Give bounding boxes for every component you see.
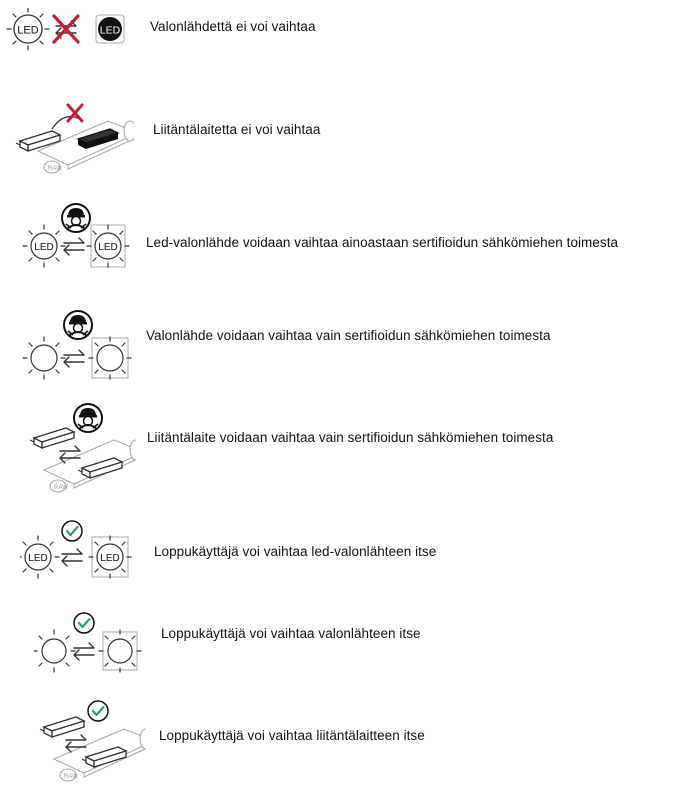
symbol-row-driver-user bbox=[0, 695, 680, 790]
row-label: Liitäntälaite voidaan vaihtaa vain sertifioidun sähkömiehen toimesta bbox=[147, 430, 554, 445]
row-label: Loppukäyttäjä voi vaihtaa valonlähteen itse bbox=[161, 626, 421, 641]
symbol-row-led-electrician bbox=[0, 198, 680, 273]
symbol-row-lamp-electrician bbox=[0, 305, 680, 385]
led-not-replaceable-icon bbox=[6, 8, 130, 50]
row-label: Valonlähdettä ei voi vaihtaa bbox=[150, 19, 316, 34]
symbol-row-no-light-source-replace bbox=[0, 0, 680, 60]
row-label: Valonlähde voidaan vaihtaa vain sertifioidun sähkömiehen toimesta bbox=[146, 328, 551, 343]
svg-text:LED: LED bbox=[34, 242, 54, 253]
led-electrician-replace-icon bbox=[20, 200, 132, 270]
led-user-replace-icon bbox=[20, 517, 132, 583]
row-label: Led-valonlähde voidaan vaihtaa ainoastaan sertifioidun sähkömiehen toimesta bbox=[146, 235, 619, 250]
svg-text:LED: LED bbox=[28, 553, 48, 564]
row-label: Liitäntälaitetta ei voi vaihtaa bbox=[153, 122, 321, 137]
driver-user-replace-icon bbox=[36, 697, 146, 787]
driver-electrician-replace-icon bbox=[24, 402, 136, 498]
svg-text:LED: LED bbox=[98, 242, 118, 253]
driver-not-replaceable-icon bbox=[14, 99, 134, 179]
svg-text:LED: LED bbox=[99, 24, 121, 37]
row-label: Loppukäyttäjä voi vaihtaa led-valonlähteen itse bbox=[154, 544, 437, 559]
symbol-row-lamp-user bbox=[0, 605, 680, 675]
symbol-row-no-driver-replace bbox=[0, 95, 680, 185]
lamp-user-replace-icon bbox=[34, 607, 144, 673]
symbol-row-driver-electrician bbox=[0, 400, 680, 500]
row-label: Loppukäyttäjä voi vaihtaa liitäntälaitteen itse bbox=[159, 728, 425, 743]
svg-text:LED: LED bbox=[100, 553, 120, 564]
symbol-row-led-user bbox=[0, 515, 680, 585]
lamp-electrician-replace-icon bbox=[20, 307, 134, 383]
svg-text:LED: LED bbox=[17, 24, 39, 37]
